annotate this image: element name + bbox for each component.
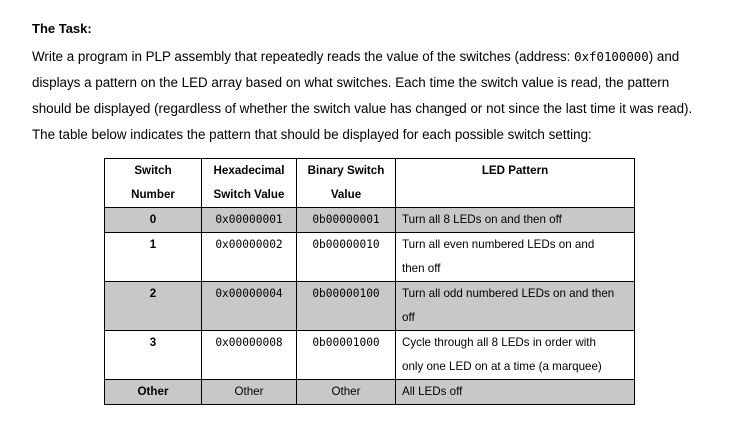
cell-hex-value: 0x00000001 bbox=[202, 208, 297, 233]
header-led-pattern: LED Pattern bbox=[396, 159, 635, 208]
switch-address: 0xf0100000 bbox=[574, 49, 649, 64]
cell-switch-number: Other bbox=[105, 380, 202, 405]
header-binary-value: Binary Switch Value bbox=[297, 159, 396, 208]
paragraph-line-1-start: Write a program in PLP assembly that repeatedly reads the value of the switches (address: bbox=[32, 49, 575, 64]
cell-hex-value: 0x00000008 bbox=[202, 331, 297, 380]
cell-hex-value: 0x00000002 bbox=[202, 233, 297, 282]
cell-hex-value: Other bbox=[202, 380, 297, 405]
cell-switch-number: 1 bbox=[105, 233, 202, 282]
header-switch-number: Switch Number bbox=[105, 159, 202, 208]
cell-binary-value: 0b00001000 bbox=[297, 331, 396, 380]
table-row bbox=[105, 331, 635, 380]
cell-led-pattern: All LEDs off bbox=[396, 380, 635, 405]
header-hex-value: Hexadecimal Switch Value bbox=[202, 159, 297, 208]
paragraph-line-1 bbox=[32, 44, 732, 70]
cell-switch-number: 2 bbox=[105, 282, 202, 331]
table-row bbox=[105, 380, 635, 405]
task-description bbox=[32, 44, 732, 148]
paragraph-line-3: should be displayed (regardless of whether the switch value has changed or not since the last time it was read). bbox=[32, 101, 693, 116]
table-row bbox=[105, 208, 635, 233]
cell-led-pattern: Turn all 8 LEDs on and then off bbox=[396, 208, 635, 233]
paragraph-line-4: The table below indicates the pattern that should be displayed for each possible switch setting: bbox=[32, 127, 592, 142]
cell-binary-value: Other bbox=[297, 380, 396, 405]
cell-hex-value: 0x00000004 bbox=[202, 282, 297, 331]
switch-pattern-table bbox=[104, 158, 635, 405]
table-row bbox=[105, 282, 635, 331]
cell-led-pattern: Turn all even numbered LEDs on and then off bbox=[396, 233, 635, 282]
cell-binary-value: 0b00000010 bbox=[297, 233, 396, 282]
cell-binary-value: 0b00000100 bbox=[297, 282, 396, 331]
table-header-row bbox=[105, 159, 635, 208]
table-row bbox=[105, 233, 635, 282]
paragraph-line-1-end: ) and bbox=[648, 49, 680, 64]
cell-led-pattern: Cycle through all 8 LEDs in order with only one LED on at a time (a marquee) bbox=[396, 331, 635, 380]
cell-switch-number: 3 bbox=[105, 331, 202, 380]
task-heading: The Task: bbox=[32, 21, 92, 36]
paragraph-line-2: displays a pattern on the LED array based on what switches. Each time the switch value is read, the pattern bbox=[32, 75, 670, 90]
cell-switch-number: 0 bbox=[105, 208, 202, 233]
cell-binary-value: 0b00000001 bbox=[297, 208, 396, 233]
cell-led-pattern: Turn all odd numbered LEDs on and then off bbox=[396, 282, 635, 331]
